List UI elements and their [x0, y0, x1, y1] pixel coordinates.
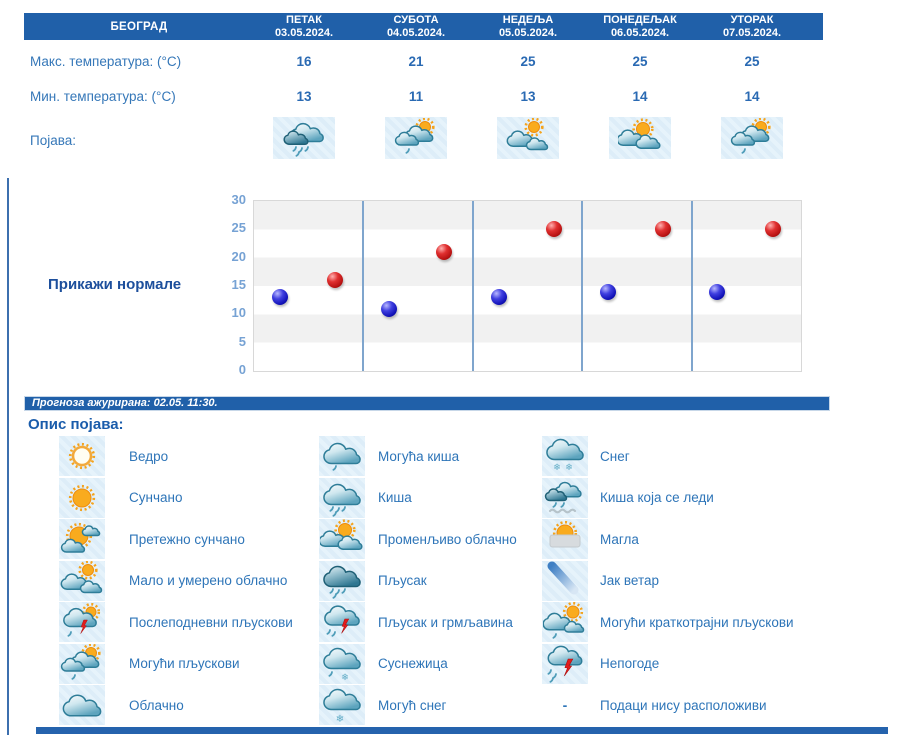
- day-date: 03.05.2024.: [274, 27, 334, 39]
- day-separator-line: [362, 201, 364, 371]
- min-temp-value: 11: [408, 89, 424, 104]
- cloud-sun-drop-icon: [385, 117, 447, 159]
- cloud-drop-snow-icon: [319, 644, 365, 684]
- min-temp-label: Мин. температура: (°C): [30, 89, 176, 104]
- y-axis-tick-label: 10: [231, 305, 246, 321]
- forecast-updated-bar: Прогноза ажурирана: 02.05. 11:30.: [24, 396, 830, 411]
- legend-item: [542, 685, 794, 725]
- clouds-sun-icon: [319, 519, 365, 559]
- legend-item-label: Претежно сунчано: [129, 531, 245, 547]
- forecast-header: [24, 13, 823, 40]
- sun-short-showers-icon: [542, 602, 588, 642]
- legend-item-label: Могућа киша: [378, 448, 460, 464]
- storm-icon: [542, 644, 588, 684]
- y-axis-tick-label: 5: [238, 333, 246, 349]
- legend-item-label: Променљиво облачно: [378, 531, 517, 547]
- legend-item-label: Могући пљускови: [129, 656, 240, 671]
- city-name: БЕОГРАД: [110, 20, 168, 33]
- max-temp-dot: [327, 272, 343, 288]
- max-temp-dot: [765, 221, 781, 237]
- max-temp-value: 25: [520, 54, 536, 69]
- svg-text:❄: ❄: [553, 463, 561, 473]
- day-separator-line: [472, 201, 474, 371]
- legend-item-label: Послеподневни пљускови: [129, 614, 293, 630]
- sun-icon: [59, 478, 105, 518]
- sun-cloud-icon: [59, 519, 105, 559]
- max-temp-value: 16: [296, 54, 312, 69]
- day-name: ПОНЕДЕЉАК: [603, 14, 677, 26]
- max-temp-value: 21: [408, 54, 424, 69]
- legend-title: Опис појава:: [28, 416, 124, 433]
- legend-item: [319, 602, 517, 642]
- legend-item: [542, 644, 794, 684]
- legend-item-label: Непогоде: [600, 656, 660, 671]
- cloud-snow1-icon: [319, 685, 365, 725]
- day-header: [696, 13, 808, 40]
- cloud-sun-drop-icon: [721, 117, 783, 159]
- day-date: 06.05.2024.: [610, 27, 670, 39]
- max-temp-label: Макс. температура: (°C): [30, 54, 182, 69]
- min-temp-dot: [600, 284, 616, 300]
- min-temp-dot: [709, 284, 725, 300]
- legend-item-label: Магла: [600, 531, 639, 547]
- clouds-rain-icon: [273, 117, 335, 159]
- y-axis-tick-label: 20: [231, 248, 246, 264]
- legend-item: [59, 478, 293, 518]
- day-header: [360, 13, 472, 40]
- legend-item: [319, 644, 517, 684]
- day-separator-line: [581, 201, 583, 371]
- legend-item: [319, 436, 517, 476]
- svg-text:❄: ❄: [335, 714, 345, 725]
- day-name: СУБОТА: [393, 14, 439, 26]
- cloud-heavyrain-icon: [319, 561, 365, 601]
- legend-item-label: Сунчано: [129, 490, 183, 505]
- max-temp-value: 25: [632, 54, 648, 69]
- legend-item: [59, 685, 293, 725]
- cloud-drop-icon: [319, 436, 365, 476]
- legend-item-label: Облачно: [129, 697, 184, 713]
- y-axis-tick-label: 0: [238, 362, 246, 378]
- no-data-dash: -: [562, 697, 568, 713]
- legend-item: [542, 519, 794, 559]
- y-axis-tick-label: 15: [231, 277, 246, 293]
- day-separator-line: [691, 201, 693, 371]
- clouds-freezing-icon: [542, 478, 588, 518]
- sun-two-clouds-icon: [497, 117, 559, 159]
- legend-item: [59, 602, 293, 642]
- max-temp-dot: [436, 244, 452, 260]
- svg-text:❄: ❄: [341, 672, 349, 683]
- legend-item: [59, 561, 293, 601]
- cloud-snow2-icon: [542, 436, 588, 476]
- legend-item-label: Суснежица: [378, 656, 448, 671]
- sun-outline-icon: [59, 436, 105, 476]
- max-temp-dot: [655, 221, 671, 237]
- fog-icon: [542, 519, 588, 559]
- day-header: [248, 13, 360, 40]
- day-date: 04.05.2024.: [386, 27, 446, 39]
- min-temp-dot: [381, 301, 397, 317]
- legend-item: [59, 436, 293, 476]
- legend-item-label: Мало и умерено облачно: [129, 573, 288, 588]
- legend-item: [542, 436, 794, 476]
- legend-item: [542, 561, 794, 601]
- max-temp-dot: [546, 221, 562, 237]
- show-normals-link[interactable]: Прикажи нормале: [48, 276, 182, 293]
- day-date: 05.05.2024.: [498, 27, 558, 39]
- min-temp-dot: [272, 289, 288, 305]
- legend-item: [59, 519, 293, 559]
- legend-item: [542, 602, 794, 642]
- legend-item-label: Киша: [378, 490, 412, 505]
- legend-item-label: Подаци нису расположиви: [600, 697, 767, 713]
- cloud-bolt-rain-icon: [319, 602, 365, 642]
- cloud-sun-bolt-drop-icon: [59, 602, 105, 642]
- day-header: [472, 13, 584, 40]
- legend-item-label: Могућ снег: [378, 697, 447, 713]
- min-temp-value: 14: [632, 89, 648, 104]
- legend-item-label: Могући краткотрајни пљускови: [600, 614, 794, 630]
- cloud-icon: [59, 685, 105, 725]
- min-temp-value: 13: [296, 89, 312, 104]
- day-name: ПЕТАК: [286, 14, 322, 26]
- min-temp-value: 14: [744, 89, 760, 104]
- legend-item: [319, 685, 517, 725]
- max-temp-value: 25: [744, 54, 760, 69]
- sun-two-clouds-icon: [59, 561, 105, 601]
- min-temp-dot: [491, 289, 507, 305]
- legend-item: [319, 478, 517, 518]
- legend-item-label: Снег: [600, 448, 630, 464]
- legend-item-label: Пљусак и грмљавина: [378, 614, 513, 630]
- svg-text:❄: ❄: [565, 463, 573, 473]
- phenomenon-label: Појава:: [30, 133, 76, 148]
- y-axis-tick-label: 25: [231, 220, 246, 236]
- legend-item-label: Киша која се леди: [600, 490, 714, 505]
- clouds-sun-icon: [609, 117, 671, 159]
- wind-icon: [542, 561, 588, 601]
- day-date: 07.05.2024.: [722, 27, 782, 39]
- legend-item-label: Јак ветар: [600, 573, 660, 588]
- table-border-left: [7, 178, 9, 735]
- temperature-chart-plot: [253, 200, 802, 372]
- legend-item: [542, 478, 794, 518]
- y-axis-tick-label: 30: [231, 192, 246, 208]
- legend-item-label: Ведро: [129, 448, 169, 464]
- day-header: [584, 13, 696, 40]
- legend-item: [319, 561, 517, 601]
- legend-item: [59, 644, 293, 684]
- legend-item-label: Пљусак: [378, 573, 427, 588]
- min-temp-value: 13: [520, 89, 536, 104]
- cloud-sun-drop-icon: [59, 644, 105, 684]
- legend-item: [319, 519, 517, 559]
- day-name: НЕДЕЉА: [502, 14, 554, 26]
- table-border-bottom: [36, 727, 888, 734]
- day-name: УТОРАК: [730, 14, 774, 26]
- cloud-rain-icon: [319, 478, 365, 518]
